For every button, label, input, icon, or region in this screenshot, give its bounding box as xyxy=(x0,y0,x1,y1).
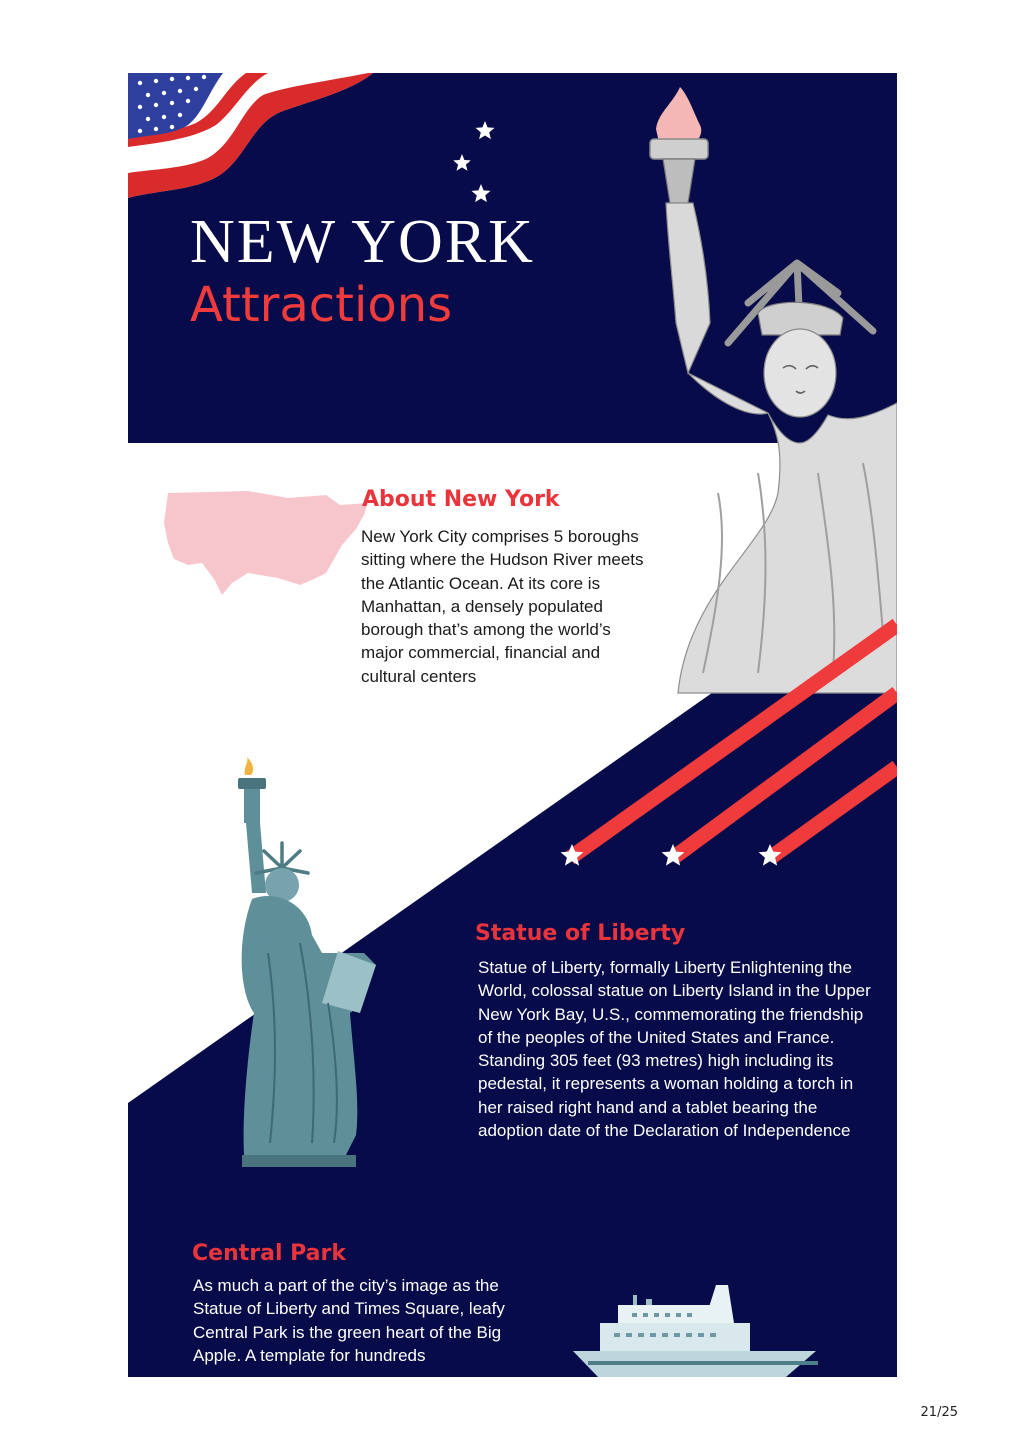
statue-heading: Statue of Liberty xyxy=(475,921,686,946)
page-subtitle: Attractions xyxy=(190,277,453,333)
statue-body: Statue of Liberty, formally Liberty Enlightening the World, colossal statue on Liberty Island in the Upper New York Bay, U.S., commemorating the friendship of the peoples of the United States and France. Standing 305 feet (93 metres) high including its pedestal, it represents a woman holding a torch in her raised right hand and a tablet bearing the adoption date of the Declaration of Independence xyxy=(478,958,871,1141)
about-heading: About New York xyxy=(362,487,560,512)
central-park-body: As much a part of the city’s image as the Statue of Liberty and Times Square, leafy Central Park is the green heart of the Big Apple. A template for hundreds xyxy=(193,1276,505,1365)
statue-of-liberty-icon xyxy=(238,757,376,1167)
infographic-page xyxy=(128,73,897,1377)
page-title: NEW YORK xyxy=(190,208,535,276)
about-body: New York City comprises 5 boroughs sitting where the Hudson River meets the Atlantic Ocean. At its core is Manhattan, a densely populated borough that’s among the world’s major commercial, financial and cultural centers xyxy=(361,527,644,686)
central-park-heading: Central Park xyxy=(192,1241,346,1266)
usa-map-icon xyxy=(164,491,368,595)
page-number: 21/25 xyxy=(920,1405,958,1420)
